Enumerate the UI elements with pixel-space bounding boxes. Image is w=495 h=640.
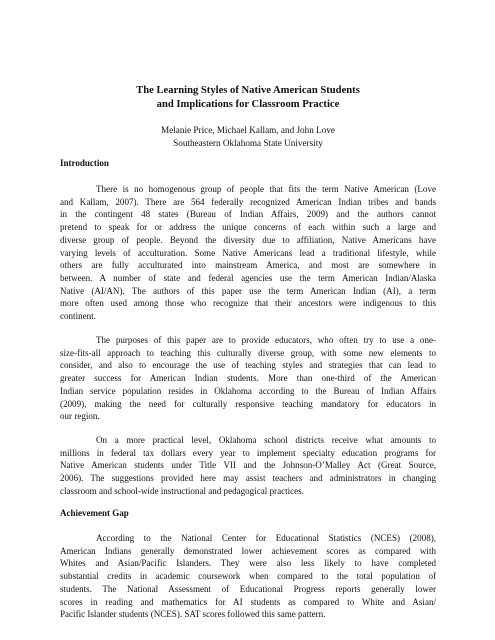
text-line: (2009), making the need for culturally responsive teaching mandatory for educators in [60, 398, 436, 409]
text-line: students. The National Assessment of Educational Progress reports generally lower [60, 583, 436, 594]
section-heading-introduction: Introduction [60, 158, 109, 168]
text-line: varying levels of acculturation. Some Native Americans lead a traditional lifestyle, while [60, 247, 436, 258]
title-line-1: The Learning Styles of Native American Students [136, 85, 360, 96]
text-line: consider, and also to encourage the use of teaching styles and strategies that can lead to [60, 360, 436, 371]
text-line: size-fits-all approach to teaching this culturally diverse group, with some new elements to [60, 347, 436, 358]
text-line: and Kallam, 2007). There are 564 federally recognized American Indian tribes and bands [60, 196, 436, 207]
text-line: The purposes of this paper are to provide educators, who often try to use a one- [96, 335, 436, 345]
author-block [60, 124, 436, 149]
text-line: 2006). The suggestions provided here may assist teachers and administrators in changing [60, 473, 436, 484]
text-line: between. A number of state and federal agencies use the term American Indian/Alaska [60, 272, 436, 283]
section-heading-achievement-gap: Achievement Gap [60, 508, 129, 518]
text-line: millions in federal tax dollars every year to implement specialty education programs for [60, 447, 436, 458]
text-line: others are fully acculturated into mainstream America, and most are somewhere in [60, 260, 436, 271]
intro-paragraph-3 [60, 434, 436, 498]
author-names: Melanie Price, Michael Kallam, and John Love [161, 125, 335, 135]
text-line: Native American students under Title VII and the Johnson-O’Malley Act (Great Source, [60, 460, 436, 471]
text-line: our region. [60, 411, 100, 422]
achievement-gap-paragraph-1 [60, 532, 436, 621]
text-line: diverse group of people. Beyond the diversity due to affiliation, Native Americans have [60, 234, 436, 245]
text-line: substantial credits in academic coursework when compared to the total population of [60, 571, 436, 582]
author-affiliation: Southeastern Oklahoma State University [173, 137, 323, 148]
text-line: continent. [60, 311, 96, 322]
intro-paragraph-2 [60, 334, 436, 423]
text-line: According to the National Center for Educational Statistics (NCES) (2008), [96, 533, 436, 543]
text-line: scores in reading and mathematics for AI students as compared to White and Asian/ [60, 596, 436, 607]
text-line: classroom and school-wide instructional and pedagogical practices. [60, 485, 304, 496]
paper-title [60, 84, 436, 112]
title-line-2: and Implications for Classroom Practice [156, 99, 340, 110]
text-line: pretend to speak for or address the unique concerns of each within such a large and [60, 222, 436, 233]
text-line: Pacific Islander students (NCES). SAT scores followed this same pattern. [60, 609, 326, 620]
text-line: There is no homogenous group of people that fits the term Native American (Love [96, 184, 436, 194]
text-line: Native (AI/AN). The authors of this paper use the term American Indian (AI), a term [60, 285, 436, 296]
text-line: Indian service population resides in Oklahoma according to the Bureau of Indian Affairs [60, 385, 436, 396]
text-line: more often used among those who recognize that their ancestors were indigenous to this [60, 298, 436, 309]
text-line: Whites and Asian/Pacific Islanders. They were also less likely to have completed [60, 558, 436, 569]
text-line: American Indians generally demonstrated lower achievement scores as compared with [60, 545, 436, 556]
text-line: in the contingent 48 states (Bureau of Indian Affairs, 2009) and the authors cannot [60, 209, 436, 220]
text-line: greater success for American Indian students. More than one-third of the American [60, 373, 436, 384]
intro-paragraph-1 [60, 183, 436, 323]
text-line: On a more practical level, Oklahoma school districts receive what amounts to [96, 435, 436, 445]
